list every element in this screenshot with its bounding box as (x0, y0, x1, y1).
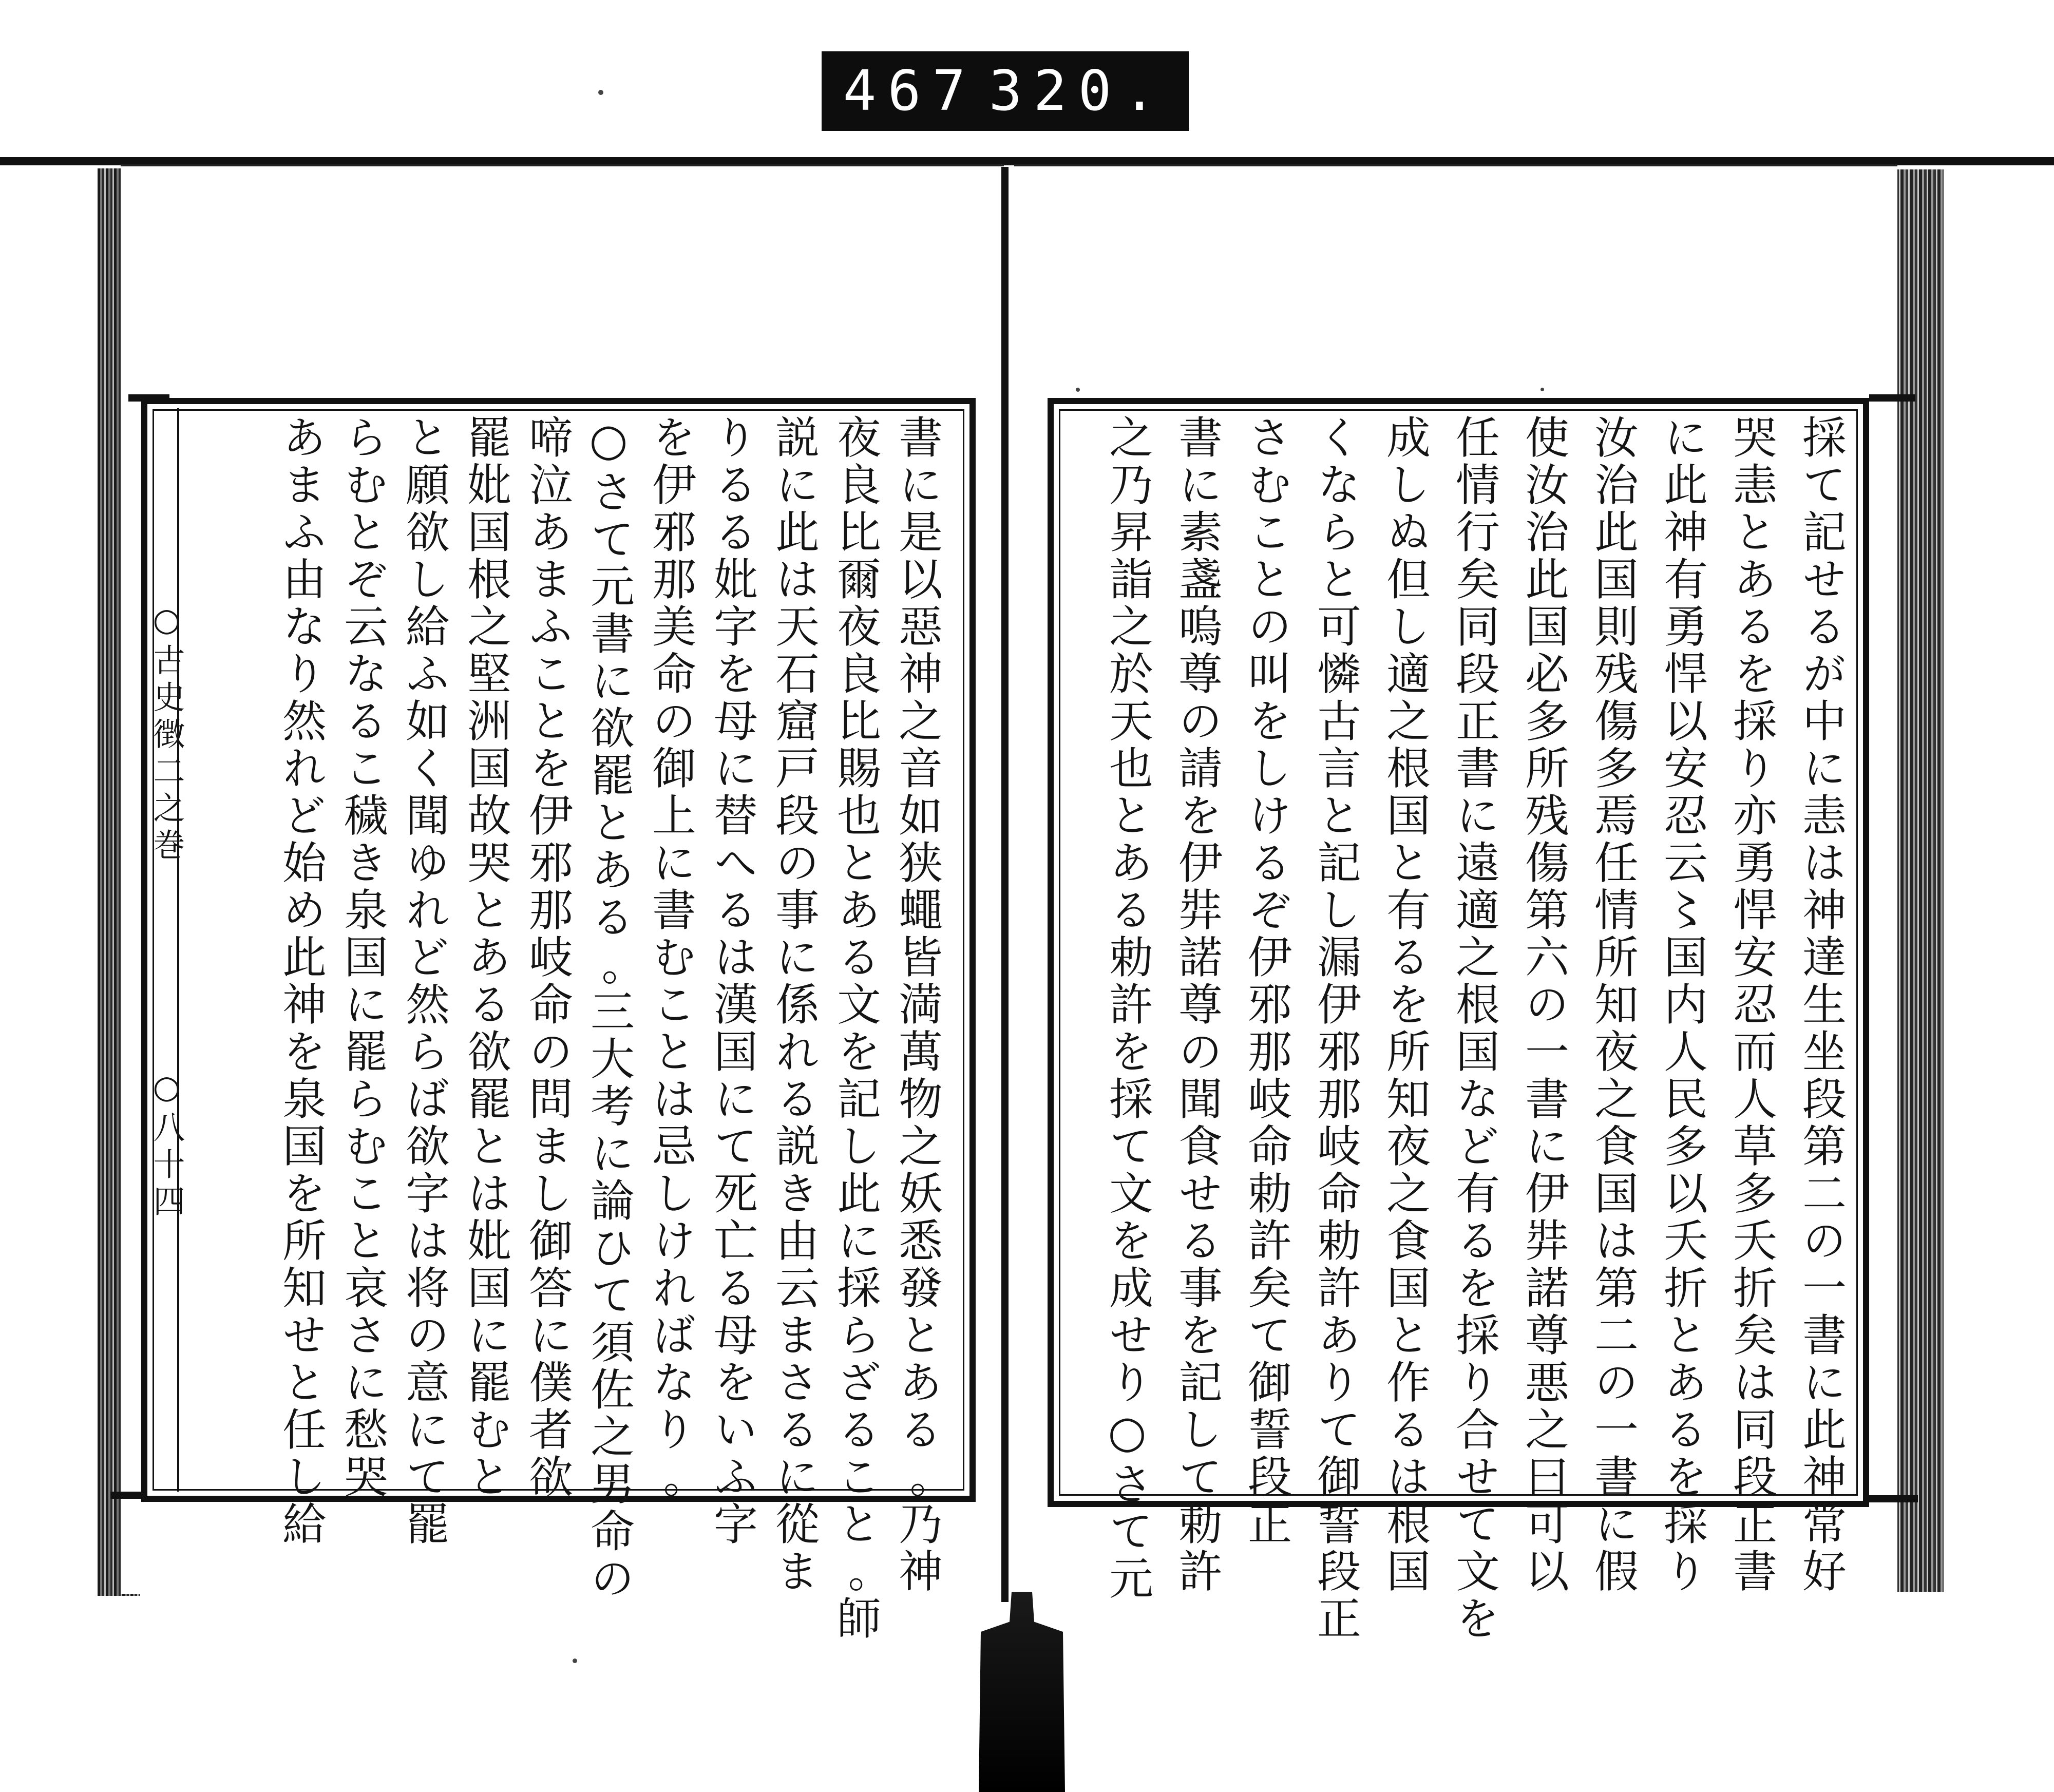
right-column-3: に此神有勇悍以安忍云〻国内人民多以夭折とあるを採り (1656, 414, 1707, 1595)
right-column-10: 書に素盞嗚尊の請を伊弉諾尊の聞食せる事を記して勅許 (1171, 414, 1222, 1595)
right-band-rule (1869, 394, 1915, 402)
left-column-6: ○さて元書に欲罷とある｡三大考に論ひて須佐之男命の (583, 414, 634, 1603)
right-lower-band-rule (1869, 1495, 1918, 1502)
right-column-11: 之乃昇詣之於天也とある勅許を採て文を成せり○さて元 (1101, 414, 1153, 1603)
book-gutter (1001, 167, 1009, 1602)
reel-number-label (822, 51, 1189, 131)
left-column-5: を伊邪那美命の御上に書むことは忌しければなり｡ (644, 414, 696, 1501)
left-column-4: りるる妣字を母に替へるは漢国にて死亡る母をいふ字 (706, 414, 757, 1548)
right-column-6: 任情行矣同段正書に遠適之根国など有るを採り合せて文を (1448, 414, 1499, 1643)
left-column-3: 説に此は天石窟戸段の事に係れる説き由云まさるに從ま (768, 414, 819, 1595)
reel-number-left: 467 (843, 59, 977, 123)
right-column-7: 成しぬ但し適之根国と有るを所知夜之食国と作るは根国 (1379, 414, 1430, 1595)
right-column-4: 汝治此国則残傷多焉任情所知夜之食国は第二の一書に假 (1587, 414, 1638, 1595)
scan-speck (1540, 388, 1544, 391)
scan-speck (598, 90, 603, 95)
right-column-9: さむことの叫をしけるぞ伊邪那岐命勅許矣て御誓段正 (1240, 414, 1291, 1548)
left-text-frame (141, 398, 976, 1643)
right-column-5: 使汝治此国必多所残傷第六の一書に伊弉諾尊悪之曰可以 (1517, 414, 1569, 1595)
left-column-1: 書に是以惡神之音如狭蠅皆満萬物之妖悉發とある｡乃神 (891, 414, 942, 1595)
right-column-8: くならと可憐古言と記し漏伊邪那岐命勅許ありて御誓段正 (1309, 414, 1361, 1643)
book-binding-shadow (971, 1592, 1073, 1792)
left-column-8: 罷妣国根之堅洲国故哭とある欲罷とは妣国に罷むと (460, 414, 511, 1501)
scan-speck (573, 1658, 577, 1663)
reel-number-right: 320. (988, 59, 1168, 123)
right-column-1: 採て記せるが中に恚は神達生坐段第二の一書に此神常好 (1795, 414, 1846, 1595)
page-number: ○八十四 (148, 1068, 185, 1222)
left-column-9: と願欲し給ふ如く聞ゆれど然らば欲字は将の意にて罷 (398, 414, 449, 1548)
left-column-11: あまふ由なり然れど始め此神を泉国を所知せと任し給 (275, 414, 326, 1548)
right-column-2: 哭恚とあるを採り亦勇悍安忍而人草多夭折矣は同段正書 (1725, 414, 1777, 1595)
right-text-frame (1048, 398, 1869, 1643)
book-title-margin: ○古史徴二之巻 (148, 601, 185, 865)
left-column-7: 啼泣あまふことを伊邪那岐命の問まし御答に僕者欲 (521, 414, 573, 1501)
left-column-10: らむとぞ云なるこ穢き泉国に罷らむこと哀さに愁哭 (336, 414, 388, 1501)
left-margin-rule (177, 408, 179, 1492)
left-column-2: 夜良比爾夜良比賜也とある文を記し此に採らざること｡師 (829, 414, 881, 1643)
scan-speck (1076, 388, 1080, 392)
